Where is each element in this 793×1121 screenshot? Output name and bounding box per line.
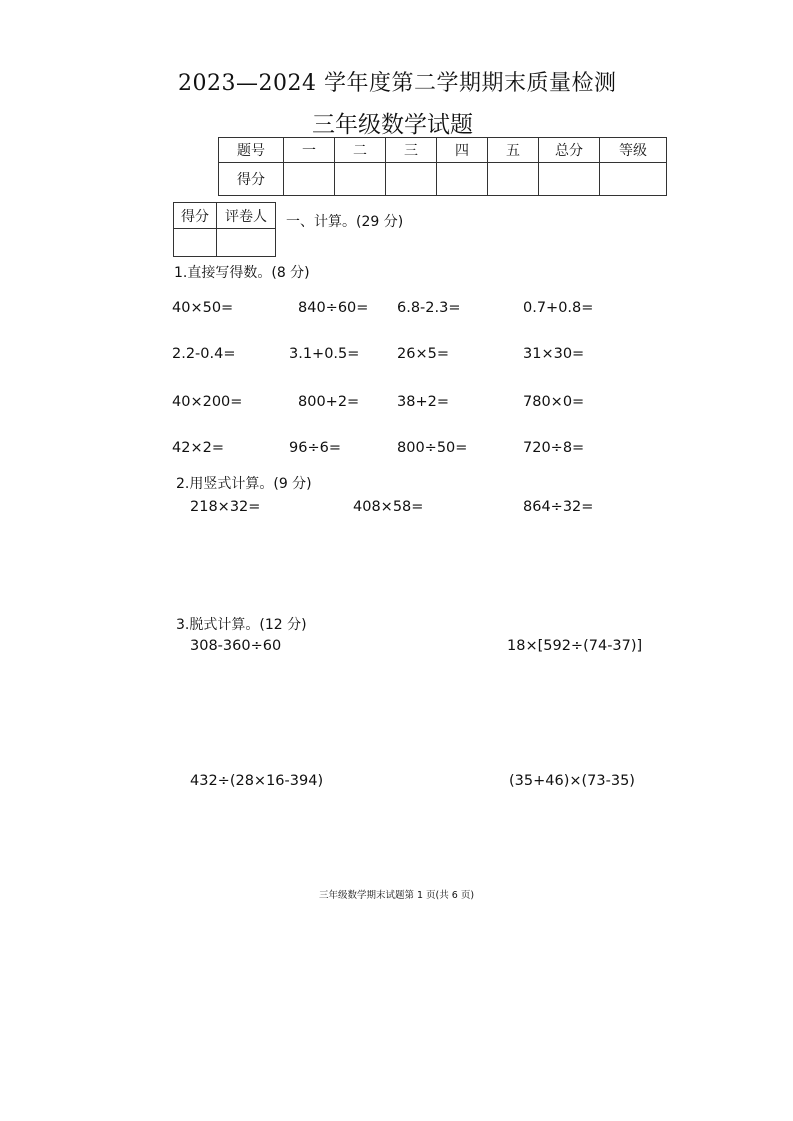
vertical-calc-problem: 408×58= <box>353 499 424 515</box>
section-heading: 一、计算。(29 分) <box>286 214 404 230</box>
oral-problem: 38+2= <box>397 394 449 410</box>
oral-problem: 96÷6= <box>289 440 341 456</box>
grader-header-reviewer: 评卷人 <box>217 203 276 229</box>
grader-score-cell[interactable] <box>174 229 217 257</box>
step-calc-problem: (35+46)×(73-35) <box>509 773 635 789</box>
part1-label: 1.直接写得数。(8 分) <box>174 265 310 281</box>
score-header-cell: 三 <box>386 138 437 163</box>
part3-label: 3.脱式计算。(12 分) <box>176 617 307 633</box>
score-header-cell: 四 <box>437 138 488 163</box>
grader-table-entry-row <box>174 229 276 257</box>
oral-problem: 3.1+0.5= <box>289 346 360 362</box>
score-header-cell: 五 <box>488 138 539 163</box>
score-row-label: 得分 <box>219 163 284 196</box>
step-calc-problem: 308-360÷60 <box>190 638 282 654</box>
oral-problem: 6.8-2.3= <box>397 300 461 316</box>
oral-problem: 800+2= <box>298 394 360 410</box>
score-cell[interactable] <box>539 163 600 196</box>
score-cell[interactable] <box>600 163 667 196</box>
score-header-cell: 题号 <box>219 138 284 163</box>
oral-problem: 40×50= <box>172 300 234 316</box>
score-header-cell: 等级 <box>600 138 667 163</box>
part2-label: 2.用竖式计算。(9 分) <box>176 476 312 492</box>
score-header-cell: 总分 <box>539 138 600 163</box>
exam-title: 2023—2024 学年度第二学期期末质量检测 <box>178 71 617 96</box>
vertical-calc-problem: 218×32= <box>190 499 261 515</box>
oral-problem: 840÷60= <box>298 300 369 316</box>
grader-table <box>173 202 276 257</box>
oral-problem: 42×2= <box>172 440 224 456</box>
oral-problem: 40×200= <box>172 394 243 410</box>
oral-problem: 0.7+0.8= <box>523 300 594 316</box>
step-calc-problem: 432÷(28×16-394) <box>190 773 324 789</box>
grader-table-header-row <box>174 203 276 229</box>
score-cell[interactable] <box>284 163 335 196</box>
oral-problem: 26×5= <box>397 346 449 362</box>
grader-header-score: 得分 <box>174 203 217 229</box>
score-header-cell: 一 <box>284 138 335 163</box>
step-calc-problem: 18×[592÷(74-37)] <box>507 638 643 654</box>
score-table-header-row <box>219 138 667 163</box>
page-footer: 三年级数学期末试题第 1 页(共 6 页) <box>318 890 475 901</box>
exam-subtitle: 三年级数学试题 <box>312 112 473 138</box>
score-cell[interactable] <box>437 163 488 196</box>
score-header-cell: 二 <box>335 138 386 163</box>
score-table <box>218 137 667 196</box>
score-cell[interactable] <box>488 163 539 196</box>
oral-problem: 800÷50= <box>397 440 468 456</box>
oral-problem: 31×30= <box>523 346 585 362</box>
vertical-calc-problem: 864÷32= <box>523 499 594 515</box>
score-table-score-row <box>219 163 667 196</box>
score-cell[interactable] <box>335 163 386 196</box>
score-cell[interactable] <box>386 163 437 196</box>
grader-reviewer-cell[interactable] <box>217 229 276 257</box>
oral-problem: 720÷8= <box>523 440 585 456</box>
oral-problem: 780×0= <box>523 394 585 410</box>
oral-problem: 2.2-0.4= <box>172 346 236 362</box>
